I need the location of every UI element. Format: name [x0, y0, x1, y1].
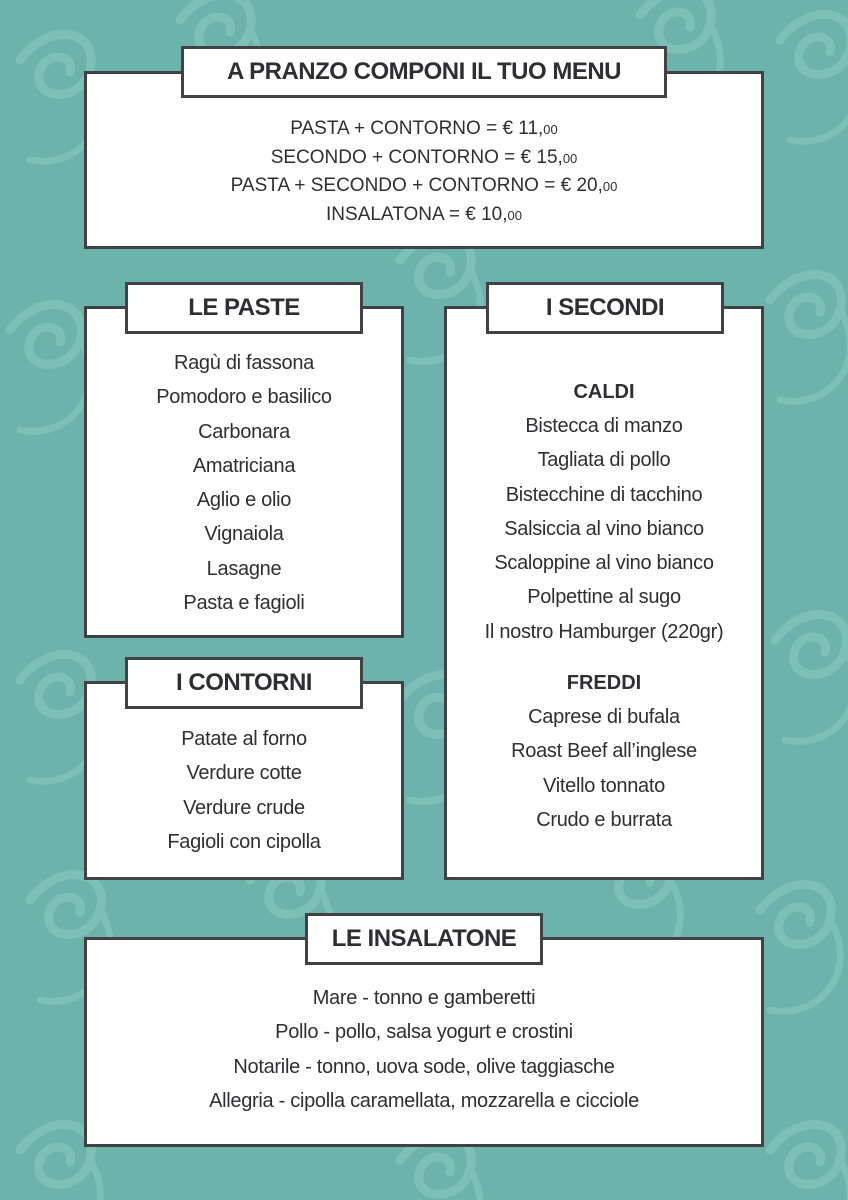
price-line: INSALATONA = € 10,00 — [326, 203, 522, 225]
list-item: Ragù di fassona — [173, 352, 315, 374]
list-item: Salsiccia al vino bianco — [504, 517, 704, 540]
freddi-heading: FREDDI — [566, 672, 642, 695]
list-item: Pasta e fagioli — [183, 592, 305, 615]
contorni-list — [87, 722, 401, 859]
price-line: PASTA + SECONDO + CONTORNO = € 20,00 — [230, 175, 618, 196]
list-item: Crudo e burrata — [536, 808, 672, 831]
list-item: Scaloppine al vino bianco — [494, 552, 714, 575]
caldi-heading: CALDI — [573, 381, 635, 403]
list-item: Vignaiola — [204, 523, 284, 546]
insalatone-title: LE INSALATONE — [305, 913, 543, 965]
list-item: Notarile - tonno, uova sode, olive taggiasche — [233, 1055, 615, 1078]
list-item: Polpettine al sugo — [527, 586, 681, 609]
list-item: Amatriciana — [192, 454, 296, 477]
contorni-title: I CONTORNI — [125, 657, 363, 709]
list-item: Bistecca di manzo — [525, 415, 683, 437]
price-line: SECONDO + CONTORNO = € 15,00 — [270, 146, 578, 168]
list-item: Verdure cotte — [186, 762, 302, 785]
secondi-list — [447, 375, 761, 837]
menu-prices-title: A PRANZO COMPONI IL TUO MENU — [181, 46, 667, 98]
secondi-title: I SECONDI — [486, 282, 724, 334]
list-item: Lasagne — [206, 557, 282, 580]
paste-list — [87, 346, 401, 620]
price-line: PASTA + CONTORNO = € 11,00 — [290, 118, 558, 139]
list-item: Il nostro Hamburger (220gr) — [484, 620, 724, 643]
paste-title: LE PASTE — [125, 282, 363, 334]
list-item: Tagliata di pollo — [537, 449, 671, 472]
list-item: Mare - tonno e gamberetti — [312, 987, 536, 1009]
list-item: Fagioli con cipolla — [167, 830, 321, 853]
list-item: Bistecchine di tacchino — [505, 483, 703, 506]
list-item: Caprese di bufala — [528, 706, 680, 729]
list-item: Vitello tonnato — [543, 774, 665, 797]
list-item: Verdure crude — [183, 796, 305, 819]
insalatone-list — [87, 981, 761, 1118]
list-item: Patate al forno — [181, 728, 307, 750]
price-list — [87, 115, 761, 229]
list-item: Pomodoro e basilico — [156, 386, 332, 409]
list-item: Allegria - cipolla caramellata, mozzarella e cicciole — [209, 1089, 639, 1112]
list-item: Roast Beef all’inglese — [511, 740, 697, 763]
list-item: Pollo - pollo, salsa yogurt e crostini — [275, 1021, 573, 1044]
list-item: Carbonara — [198, 420, 290, 443]
list-item: Aglio e olio — [196, 489, 292, 512]
